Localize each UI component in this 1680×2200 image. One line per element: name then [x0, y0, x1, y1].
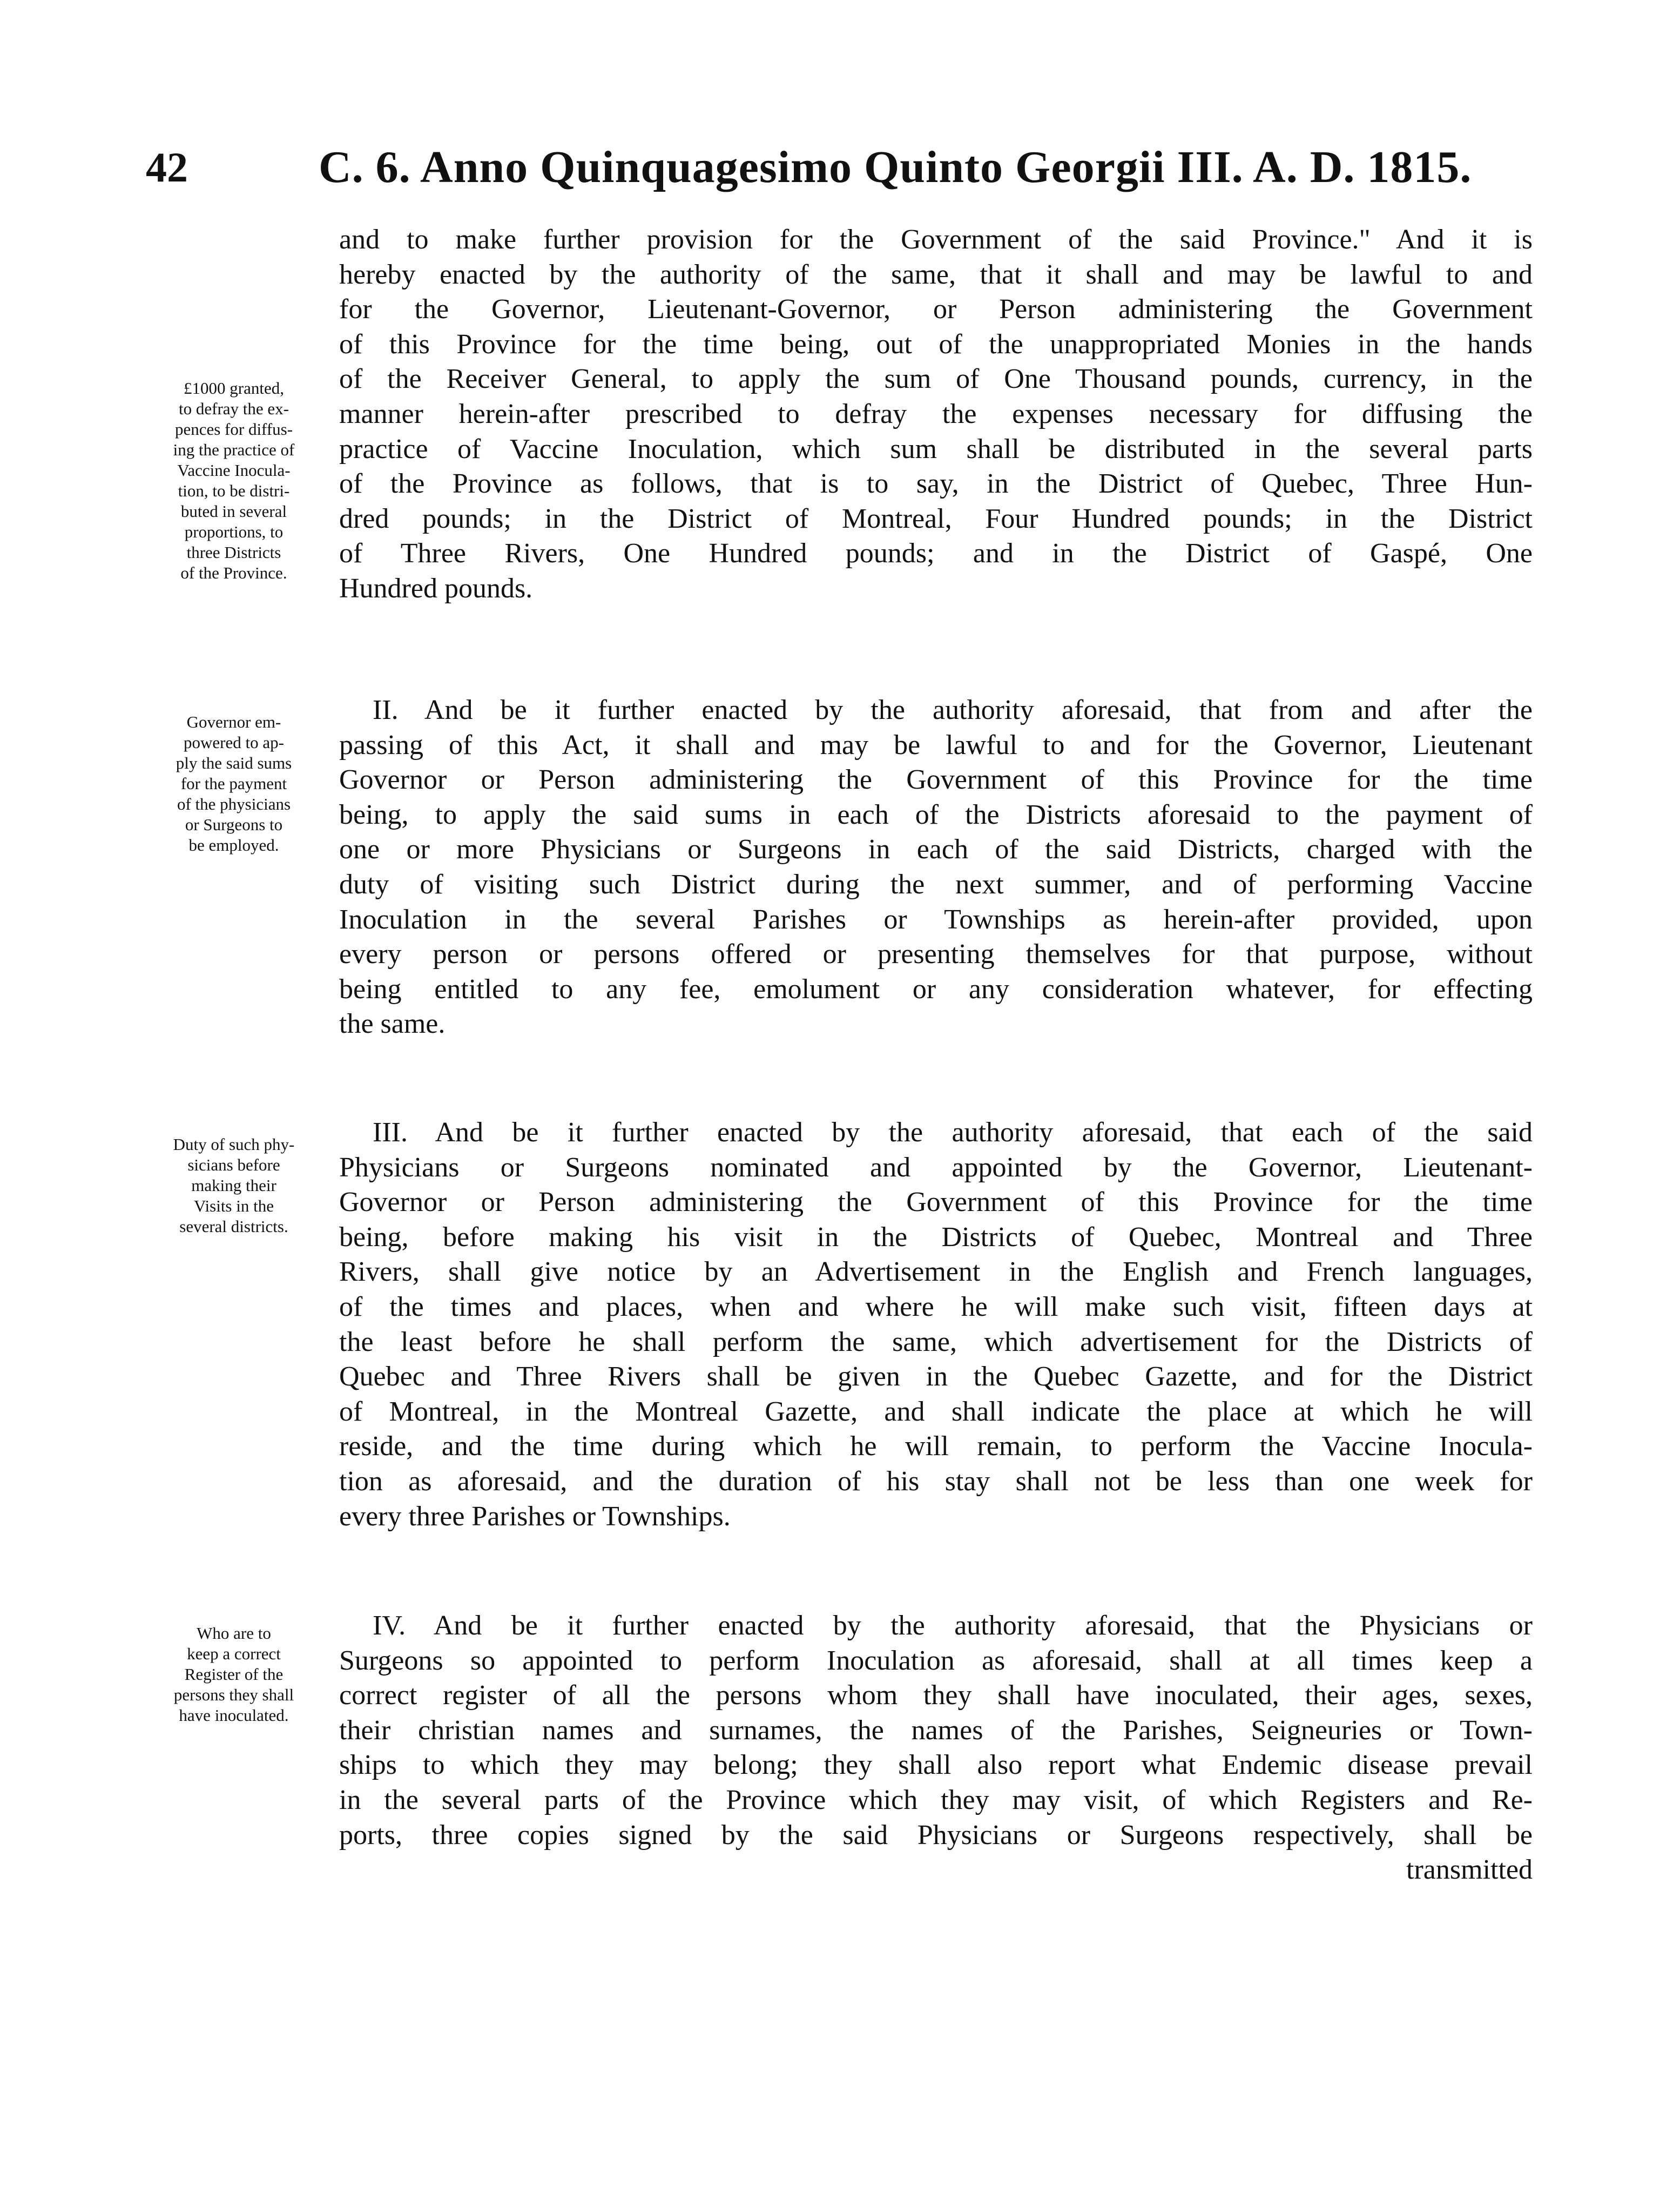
margin-note-line: ply the said sums	[176, 753, 292, 772]
margin-note-line: Who are to	[197, 1624, 271, 1643]
margin-note-line: £1000 granted,	[184, 379, 284, 398]
margin-note-line: proportions, to	[184, 522, 284, 541]
margin-note-line: persons they shall	[173, 1685, 294, 1704]
text-line: and to make further provision for the Government of the said Province." And it is	[339, 224, 1533, 255]
text-line: being entitled to any fee, emolument or any consideration whatever, for effecting	[339, 973, 1533, 1005]
text-line: hereby enacted by the authority of the same, that it shall and may be lawful to and	[339, 259, 1533, 290]
text-line: practice of Vaccine Inoculation, which sum shall be distributed in the several parts	[339, 433, 1533, 465]
margin-note-line: have inoculated.	[179, 1706, 289, 1725]
margin-note-line: to defray the ex-	[179, 399, 289, 418]
margin-note-line: of the Province.	[180, 563, 287, 582]
text-line: Hundred pounds.	[339, 573, 533, 604]
margin-note-line: three Districts	[186, 543, 281, 562]
text-line: of the times and places, when and where he will make such visit, fifteen days at	[339, 1291, 1533, 1322]
text-line: ships to which they may belong; they shall also report what Endemic disease prevail	[339, 1750, 1533, 1781]
text-line: passing of this Act, it shall and may be lawful to and for the Governor, Lieutenant	[339, 729, 1533, 761]
text-line: Inoculation in the several Parishes or Townships as herein-after provided, upon	[339, 904, 1533, 935]
catchword: transmitted	[1406, 1854, 1533, 1886]
section-preamble	[339, 223, 1533, 607]
margin-note-line: making their	[191, 1176, 276, 1195]
margin-note-line: tion, to be distri-	[178, 481, 290, 500]
text-line: one or more Physicians or Surgeons in each of the said Districts, charged with the	[339, 834, 1533, 865]
margin-note-governor	[139, 712, 328, 856]
margin-note-register	[139, 1623, 328, 1726]
margin-note-line: sicians before	[187, 1155, 280, 1174]
text-line: Quebec and Three Rivers shall be given in the Quebec Gazette, and for the District	[339, 1361, 1533, 1392]
margin-note-duty	[139, 1134, 328, 1237]
margin-note-line: Governor em-	[186, 712, 281, 731]
margin-note-line: of the physicians	[177, 795, 291, 813]
text-line: Governor or Person administering the Government of this Province for the time	[339, 764, 1533, 796]
text-line: III. And be it further enacted by the authority aforesaid, that each of the said	[373, 1117, 1533, 1148]
text-line: the least before he shall perform the same, which advertisement for the Districts of	[339, 1326, 1533, 1357]
page-number: 42	[146, 144, 188, 191]
text-line: the same.	[339, 1008, 446, 1040]
text-line: Rivers, shall give notice by an Advertisement in the English and French languages,	[339, 1256, 1533, 1288]
text-line: II. And be it further enacted by the authority aforesaid, that from and after the	[373, 695, 1533, 725]
margin-note-line: be employed.	[188, 836, 279, 855]
text-line: being, before making his visit in the Districts of Quebec, Montreal and Three	[339, 1221, 1533, 1253]
text-line: of this Province for the time being, out of the unappropriated Monies in the hands	[339, 328, 1533, 360]
text-line: reside, and the time during which he will remain, to perform the Vaccine Inocula-	[339, 1431, 1533, 1462]
section-2	[339, 693, 1533, 1042]
margin-note-line: powered to ap-	[184, 733, 284, 752]
margin-note-grant	[139, 378, 328, 583]
text-line: Physicians or Surgeons nominated and appointed by the Governor, Lieutenant-	[339, 1152, 1533, 1183]
margin-note-line: for the payment	[180, 774, 287, 793]
text-line: of the Province as follows, that is to say, in the District of Quebec, Three Hun-	[339, 468, 1533, 500]
margin-note-line: Visits in the	[194, 1196, 274, 1215]
running-head: C. 6. Anno Quinquagesimo Quinto Georgii III. A. D. 1815.	[319, 142, 1472, 192]
text-line: of the Receiver General, to apply the sum of One Thousand pounds, currency, in the	[339, 364, 1533, 395]
margin-note-line: buted in several	[180, 502, 287, 521]
text-line: duty of visiting such District during the next summer, and of performing Vaccine	[339, 869, 1533, 900]
margin-note-line: keep a correct	[187, 1644, 281, 1663]
text-line: in the several parts of the Province which they may visit, of which Registers and Re-	[339, 1784, 1533, 1815]
margin-note-line: pences for diffus-	[174, 420, 293, 439]
margin-note-line: Vaccine Inocula-	[177, 461, 291, 480]
margin-note-line: or Surgeons to	[185, 815, 283, 834]
text-line: of Montreal, in the Montreal Gazette, and shall indicate the place at which he will	[339, 1396, 1533, 1427]
text-line: every person or persons offered or presenting themselves for that purpose, without	[339, 939, 1533, 970]
text-line: dred pounds; in the District of Montreal, Four Hundred pounds; in the District	[339, 503, 1533, 534]
text-line: Governor or Person administering the Government of this Province for the time	[339, 1187, 1533, 1218]
text-line: being, to apply the said sums in each of the Districts aforesaid to the payment of	[339, 799, 1533, 830]
section-3	[339, 1115, 1533, 1534]
text-line: every three Parishes or Townships.	[339, 1501, 731, 1532]
text-line: manner herein-after prescribed to defray the expenses necessary for diffusing the	[339, 398, 1533, 429]
text-line: ports, three copies signed by the said Physicians or Surgeons respectively, shall be	[339, 1819, 1533, 1851]
text-line: tion as aforesaid, and the duration of his stay shall not be less than one week for	[339, 1465, 1533, 1497]
page-header	[146, 140, 1528, 211]
text-line: their christian names and surnames, the names of the Parishes, Seigneuries or Town-	[339, 1714, 1533, 1746]
section-4	[339, 1609, 1533, 1888]
text-line: of Three Rivers, One Hundred pounds; and in the District of Gaspé, One	[339, 538, 1533, 569]
margin-note-line: ing the practice of	[173, 440, 295, 459]
text-line: correct register of all the persons whom they shall have inoculated, their ages, sexes,	[339, 1680, 1533, 1711]
text-line: IV. And be it further enacted by the authority aforesaid, that the Physicians or	[373, 1610, 1533, 1641]
text-line: Surgeons so appointed to perform Inoculation as aforesaid, shall at all times keep a	[339, 1645, 1533, 1676]
margin-note-line: Register of the	[184, 1665, 284, 1684]
margin-note-line: several districts.	[179, 1217, 288, 1236]
margin-note-line: Duty of such phy-	[173, 1135, 295, 1154]
text-line: for the Governor, Lieutenant-Governor, or Person administering the Government	[339, 294, 1533, 325]
